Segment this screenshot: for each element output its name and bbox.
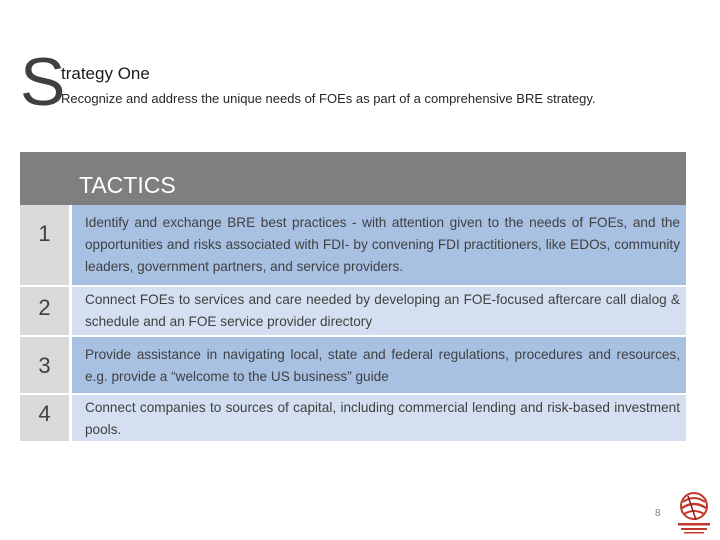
tactic-row-1 <box>20 205 686 287</box>
tactic-number: 2 <box>38 295 51 320</box>
tactics-header-label: TACTICS <box>79 172 176 198</box>
tactic-text: Connect FOEs to services and care needed by developing an FOE-focused aftercare call dialog & schedule and an FOE service provider directory <box>69 287 686 337</box>
page-number: 8 <box>655 508 661 519</box>
tactic-text: Provide assistance in navigating local, state and federal regulations, procedures and resources, e.g. provide a “welcome to the US business” guide <box>69 337 686 395</box>
tactics-header <box>20 152 686 205</box>
tactic-text: Connect companies to sources of capital, including commercial lending and risk-based investment pools. <box>69 395 686 443</box>
tactic-number: 1 <box>38 221 51 246</box>
tactic-text: Identify and exchange BRE best practices - with attention given to the needs of FOEs, and the opportunities and risks associated with FDI- by convening FDI practitioners, like EDOs, community leaders, government partners, and service providers. <box>69 205 686 287</box>
tactic-number: 4 <box>38 401 51 426</box>
tactics-table <box>20 152 686 443</box>
tactic-number-cell <box>20 287 69 337</box>
tactic-number-cell <box>20 205 69 287</box>
tactic-number-cell <box>20 395 69 443</box>
kansas-global-trade-services-logo-icon <box>676 490 712 536</box>
tactic-number-cell <box>20 337 69 395</box>
tactic-row-4 <box>20 395 686 443</box>
strategy-title: trategy One <box>61 64 150 83</box>
tactic-number: 3 <box>38 353 51 378</box>
strategy-initial-letter: S <box>20 44 66 120</box>
strategy-subtitle: Recognize and address the unique needs of FOEs as part of a comprehensive BRE strategy. <box>61 91 596 106</box>
tactic-row-2 <box>20 287 686 337</box>
tactic-row-3 <box>20 337 686 395</box>
